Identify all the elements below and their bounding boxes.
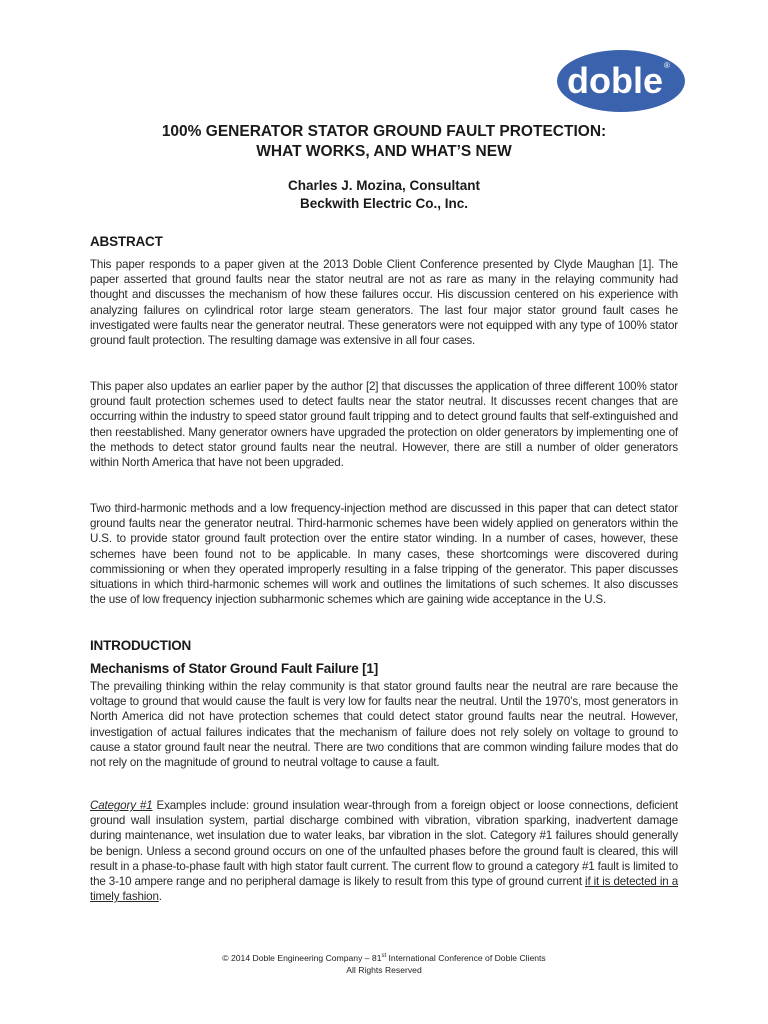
abstract-heading: ABSTRACT [90,234,163,249]
category-1-paragraph [90,798,678,904]
doble-logo-text: doble [567,60,663,101]
author-affiliation: Beckwith Electric Co., Inc. [299,196,469,211]
footer-ordinal-suffix: st [381,953,387,959]
category-1-emphasis: if it is detected in a timely fashion [90,875,678,904]
footer-copyright-post: International Conference of Doble Clients [386,953,546,963]
introduction-paragraph-1: The prevailing thinking within the relay community is that stator ground faults near the neutral are rare because the voltage to ground that would cause the fault is very low for faults near the neutral. Until the 1970’s, most generators in North America did not have protection schemes that could detect stator ground faults near the neutral. However, investigation of actual failures indicates that the mechanism of failure does not rely solely on voltage to ground to cause a stator ground fault near the neutral. There are two conditions that are common winding failure modes that do not rely on the magnitude of ground to neutral voltage to cause a fault. [90,680,678,770]
category-1-period: . [158,890,162,904]
doble-logo [555,48,687,114]
category-1-text: Examples include: ground insulation wear-through from a foreign object or loose connections, deficient ground wall insulation system, partial discharge combined with vibration, vibration sparking, inadvertent damage during maintenance, wet insulation due to water leaks, bar vibration in the slot. Category #1 failures should generally be benign. Unless a second ground occurs on one of the unfaulted phases before the ground fault is cleared, this will result in a phase-to-phase fault with high stator fault current. The current flow to ground a category #1 fault is limited to the 3-10 ampere range and no peripheral damage is likely to result from this type of ground current [90,799,679,889]
mechanisms-subheading: Mechanisms of Stator Ground Fault Failure [1] [90,661,379,676]
doble-logo-graphic [555,48,687,114]
footer-copyright-pre: © 2014 Doble Engineering Company – 81 [222,953,382,963]
footer-rights: All Rights Reserved [346,965,422,975]
introduction-heading: INTRODUCTION [90,638,192,653]
abstract-paragraph-1: This paper responds to a paper given at the 2013 Doble Client Conference presented by Clyde Maughan [1]. The paper asserted that ground faults near the stator neutral are not as rare as many in the relaying community had thought and discusses the mechanism of how these failures occur. His discussion centered on his experience with analyzing failures on cylindrical rotor large steam generators. The last four major stator ground fault cases he investigated were faults near the generator neutral. These generators were not equipped with any type of 100% stator ground fault protection. The resulting damage was extensive in all four cases. [90,258,678,348]
registered-mark: ® [664,61,670,70]
paper-title-line-1: 100% GENERATOR STATOR GROUND FAULT PROTECTION: [161,123,607,140]
footer-copyright [0,953,768,964]
paper-title-line-2: WHAT WORKS, AND WHAT’S NEW [256,143,512,160]
abstract-paragraph-2: This paper also updates an earlier paper by the author [2] that discusses the application of three different 100% stator ground fault protection schemes used to detect faults near the stator neutral. It discusses recent changes that are occurring within the industry to speed stator ground fault tripping and to detect ground faults that self-extinguished and then reestablished. Many generator owners have upgraded the protection on older generators by implementing one of the methods to detect stator ground faults near the neutral. However, there are still a number of older generators within North America that have not been upgraded. [90,380,678,470]
author-name: Charles J. Mozina, Consultant [287,178,481,193]
abstract-paragraph-3: Two third-harmonic methods and a low frequency-injection method are discussed in this paper that can detect stator ground faults near the generator neutral. Third-harmonic schemes have been widely applied on generators within the U.S. to provide stator ground fault protection over the entire stator winding. In a number of cases, however, these schemes have been found not to be applicable. In many cases, these shortcomings were discovered during commissioning or when they operated improperly resulting in a false tripping of the generator. This paper discusses situations in which third-harmonic schemes will work and outlines the limitations of such schemes. It also discusses the use of low frequency injection subharmonic schemes which are gaining wide acceptance in the U.S. [90,502,678,607]
category-1-label: Category #1 [90,799,153,812]
